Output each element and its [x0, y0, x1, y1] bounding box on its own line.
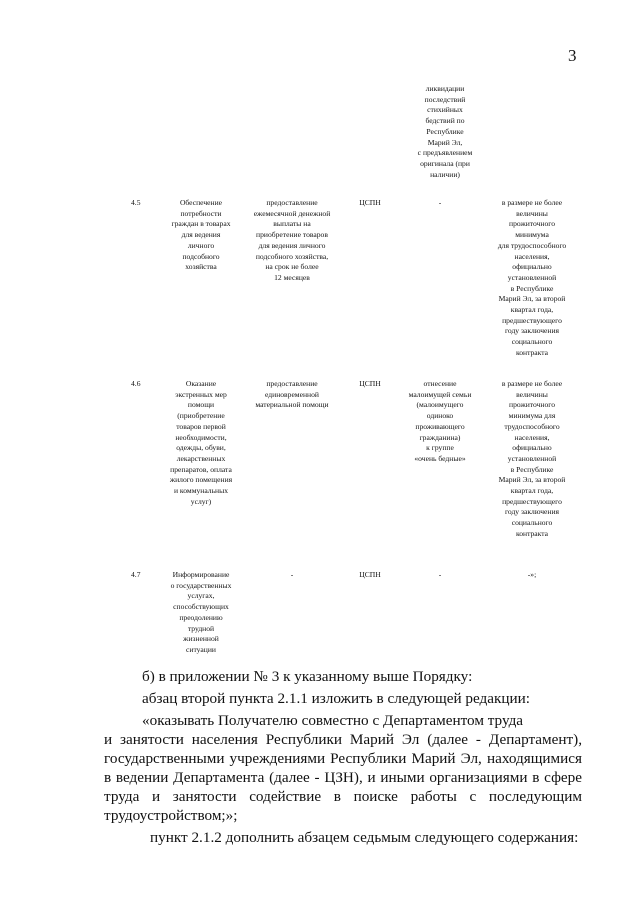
measure-name: Информирование о государственных услугах, способствующих преодолению трудной жизненной ситуации — [170, 570, 232, 654]
condition: отнесение малоимущей семьи (малоимущего одиноко проживающего гражданина) к группе «очень бедные» — [408, 379, 472, 463]
quoted-line: «оказывать Получателю совместно с Департаментом труда — [142, 712, 524, 729]
paragraph-punkt: пункт 2.1.2 дополнить абзацем седьмым следующего содержания: — [150, 829, 579, 846]
table-cell-fragment: ликвидации последствий стихийных бедствий по Республике Марий Эл, с предъявлением оригинала (при наличии) — [417, 84, 473, 179]
support-form: - — [290, 570, 294, 579]
amount: -»; — [527, 570, 537, 579]
amount: в размере не более величины прожиточного минимума для трудоспособного населения, официально установленной в Республике Марий Эл, за второй квартал года, предшествующего году заключения социального контракта — [497, 198, 567, 357]
row-number: 4.6 — [131, 379, 141, 388]
organization: ЦСПН — [359, 379, 381, 388]
row-number: 4.7 — [131, 570, 141, 579]
row-number: 4.5 — [131, 198, 141, 207]
condition: - — [438, 198, 442, 207]
quoted-line: в ведении Департамента (далее - ЦЗН), и иными организациями в сфере — [104, 769, 582, 786]
organization: ЦСПН — [359, 570, 381, 579]
paragraph-b: б) в приложении № 3 к указанному выше Порядку: — [142, 668, 473, 685]
quoted-line: труда и занятости содействие в поиске работы с последующим — [104, 788, 582, 805]
paragraph-abzac: абзац второй пункта 2.1.1 изложить в следующей редакции: — [142, 690, 530, 707]
support-form: предоставление ежемесячной денежной выплаты на приобретение товаров для ведения личного подсобного хозяйства, на срок не более 12 месяцев — [253, 198, 331, 282]
page-number: 3 — [568, 46, 577, 65]
amount: в размере не более величины прожиточного минимума для трудоспособного населения, официально установленной в Республике Марий Эл, за второй квартал года, предшествующего году заключения социального контракта — [498, 379, 566, 538]
measure-name: Обеспечение потребности граждан в товарах для ведения личного подсобного хозяйства — [171, 198, 231, 272]
quoted-line-last: трудоустройством;»; — [104, 807, 238, 824]
quoted-line: и занятости населения Республики Марий Эл (далее - Департамент), — [104, 731, 582, 748]
quoted-paragraph — [142, 711, 582, 730]
measure-name: Оказание экстренных мер помощи (приобретение товаров первой необходимости, одежды, обуви, лекарственных препаратов, оплата жилого помещения и коммунальных услуг) — [169, 379, 233, 506]
quoted-line: государственными учреждениями Республики Марий Эл, находящимися — [104, 750, 582, 767]
support-form: предоставление единовременной материальной помощи — [255, 379, 329, 410]
organization: ЦСПН — [359, 198, 381, 207]
condition: - — [438, 570, 442, 579]
